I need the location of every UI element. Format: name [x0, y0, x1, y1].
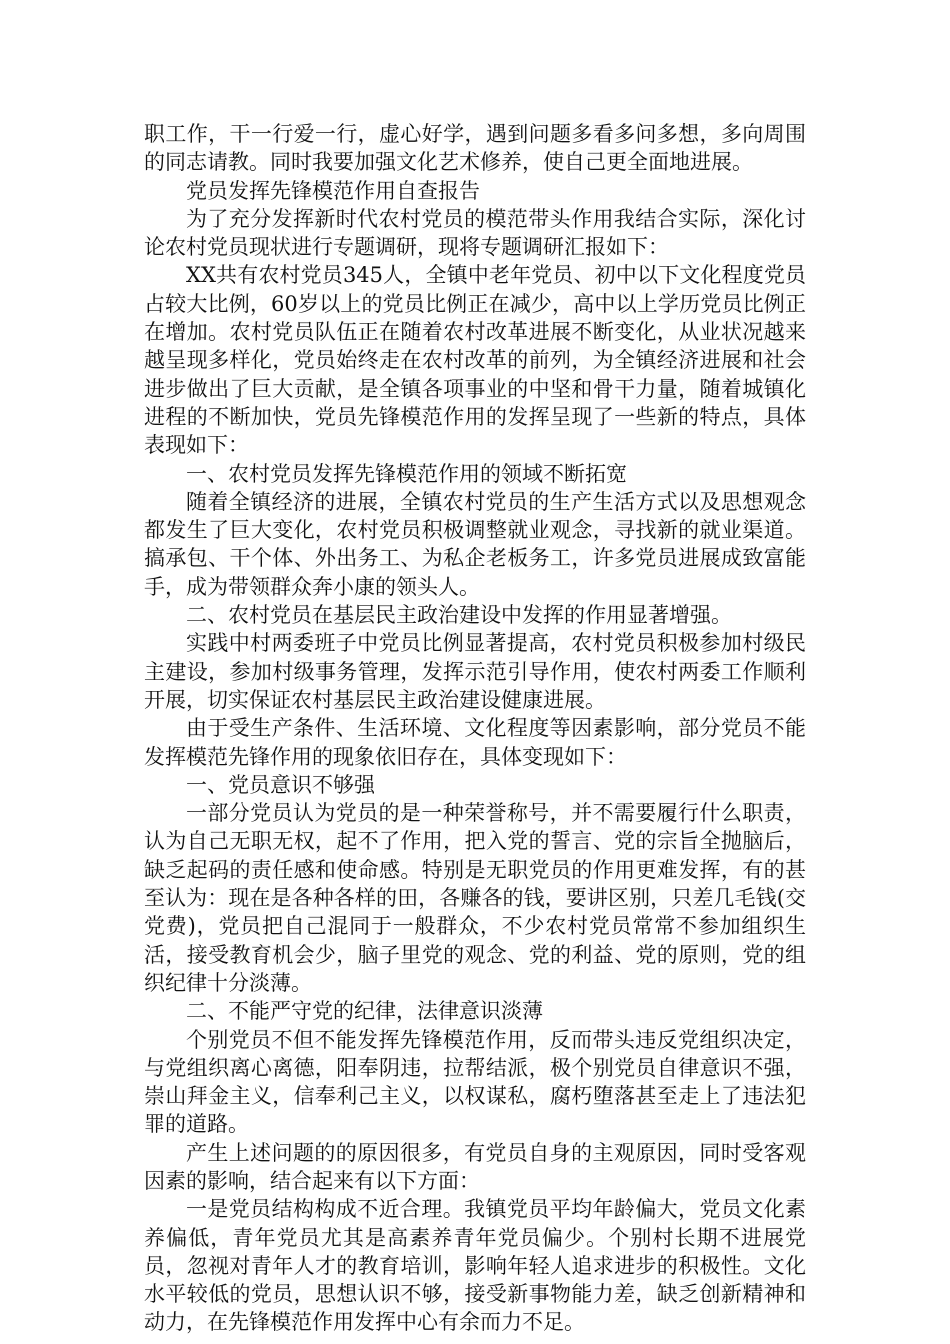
document-title: 党员发挥先锋模范作用自查报告 [186, 178, 480, 203]
paragraph: 随着全镇经济的进展，全镇农村党员的生产生活方式以及思想观念都发生了巨大变化，农村党员积极调整就业观念，寻找新的就业渠道。搞承包、干个体、外出务工、为私企老板务工，许多党员进展成致富能手，成为带领群众奔小康的领头人。 [144, 489, 806, 599]
paragraph: 一是党员结构构成不近合理。我镇党员平均年龄偏大，党员文化素养偏低，青年党员尤其是高素养青年党员偏少。个别村长期不进展党员，忽视对青年人才的教育培训，影响年轻人追求进步的积极性。文化水平较低的党员，思想认识不够，接受新事物能力差，缺乏创新精神和动力，在先锋模范作用发挥中心有余而力不足。 [144, 1197, 806, 1335]
paragraph-overview: XX共有农村党员345人，全镇中老年党员、初中以下文化程度党员占较大比例，60岁以上的党员比例正在减少，高中以上学历党员比例正在增加。农村党员队伍正在随着农村改革进展不断变化，从业状况越来越呈现多样化，党员始终走在农村改革的前列，为全镇经济进展和社会进步做出了巨大贡献，是全镇各项事业的中坚和骨干力量，随着城镇化进程的不断加快，党员先锋模范作用的发挥呈现了一些新的特点，具体表现如下： [144, 263, 806, 458]
section-heading-1: 一、农村党员发挥先锋模范作用的领域不断拓宽 [186, 461, 627, 486]
document-body [144, 120, 806, 1337]
paragraph: 一部分党员认为党员的是一种荣誉称号，并不需要履行什么职责，认为自己无职无权，起不了作用，把入党的誓言、党的宗旨全抛脑后，缺乏起码的责任感和使命感。特别是无职党员的作用更难发挥，有的甚至认为：现在是各种各样的田，各赚各的钱，要讲区别，只差几毛钱(交党费)，党员把自己混同于一般群众，不少农村党员常常不参加组织生活，接受教育机会少，脑子里党的观念、党的利益、党的原则，党的组织纪律十分淡薄。 [144, 801, 806, 995]
paragraph: 由于受生产条件、生活环境、文化程度等因素影响，部分党员不能发挥模范先锋作用的现象依旧存在，具体变现如下： [144, 716, 806, 769]
paragraph: 实践中村两委班子中党员比例显著提高，农村党员积极参加村级民主建设，参加村级事务管理，发挥示范引导作用，使农村两委工作顺利开展，切实保证农村基层民主政治建设健康进展。 [144, 631, 806, 712]
section-heading-2: 二、农村党员在基层民主政治建设中发挥的作用显著增强。 [186, 603, 732, 628]
paragraph: 个别党员不但不能发挥先锋模范作用，反而带头违反党组织决定，与党组织离心离德，阳奉阴违，拉帮结派，极个别党员自律意识不强，崇山拜金主义，信奉利己主义，以权谋私，腐朽堕落甚至走上了违法犯罪的道路。 [144, 1027, 806, 1137]
section-heading-3: 一、党员意识不够强 [186, 772, 375, 797]
paragraph-intro: 为了充分发挥新时代农村党员的模范带头作用我结合实际，深化讨论农村党员现状进行专题调研，现将专题调研汇报如下： [144, 206, 806, 260]
paragraph-continuation: 职工作，干一行爱一行，虚心好学，遇到问题多看多问多想，多向周围的同志请教。同时我要加强文化艺术修养，使自己更全面地进展。 [144, 122, 806, 175]
section-heading-4: 二、不能严守党的纪律，法律意识淡薄 [186, 999, 543, 1024]
paragraph: 产生上述问题的的原因很多，有党员自身的主观原因，同时受客观因素的影响，结合起来有以下方面： [144, 1140, 806, 1193]
